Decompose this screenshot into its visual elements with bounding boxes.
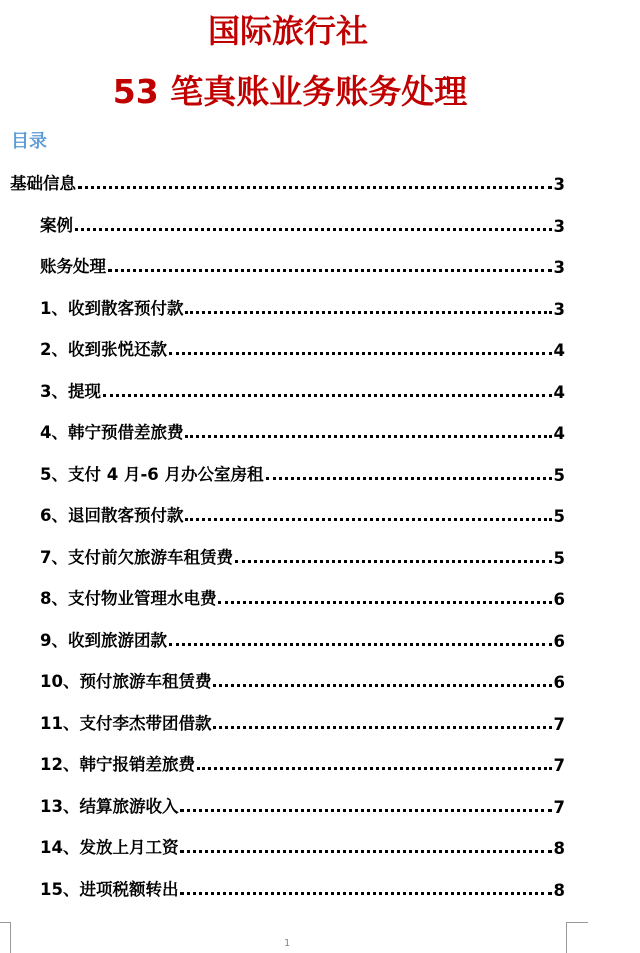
toc-leader-dots <box>78 186 552 189</box>
toc-entry[interactable] <box>40 419 565 443</box>
toc-entry-label: 4、韩宁预借差旅费 <box>40 423 184 442</box>
toc-entry-page: 3 <box>553 216 565 236</box>
toc-entry[interactable] <box>40 336 565 360</box>
toc-entry[interactable] <box>40 461 565 485</box>
toc-entry[interactable] <box>40 253 565 277</box>
toc-entry-label: 9、收到旅游团款 <box>40 630 167 650</box>
toc-entry[interactable] <box>40 751 565 775</box>
toc-entry-label: 基础信息 <box>10 174 76 193</box>
toc-entry[interactable] <box>40 378 565 402</box>
toc-leader-dots <box>213 684 551 687</box>
toc-entry[interactable] <box>40 834 565 858</box>
toc-leader-dots <box>185 311 551 314</box>
page-corner-mark-left-h <box>0 922 10 923</box>
toc-leader-dots <box>185 518 551 521</box>
toc-entry-page: 4 <box>553 382 565 402</box>
toc-entry-page: 8 <box>553 880 565 900</box>
toc-entry[interactable] <box>40 668 565 692</box>
toc-leader-dots <box>108 269 552 272</box>
toc-entry[interactable] <box>40 502 565 526</box>
toc-entry[interactable] <box>40 212 565 236</box>
toc-entry-page: 3 <box>553 175 565 194</box>
toc-entry-page: 7 <box>553 714 565 734</box>
toc-entry-page: 5 <box>553 465 565 485</box>
toc-entry[interactable] <box>40 793 565 817</box>
toc-entry-label: 13、结算旅游收入 <box>40 796 179 816</box>
toc-leader-dots <box>266 477 552 480</box>
toc-leader-dots <box>197 767 552 770</box>
toc-entry-label: 11、支付李杰带团借款 <box>40 713 212 733</box>
toc-entry[interactable] <box>40 295 565 319</box>
toc-entry[interactable] <box>40 585 565 609</box>
toc-entry-page: 3 <box>553 258 565 277</box>
toc-leader-dots <box>180 809 551 812</box>
toc-leader-dots <box>185 435 551 438</box>
toc-entry-page: 4 <box>553 424 565 443</box>
toc-entry-label: 7、支付前欠旅游车租赁费 <box>40 547 233 567</box>
toc-entry[interactable] <box>40 544 565 568</box>
page-corner-mark-right <box>566 922 567 953</box>
toc-entry-label: 12、韩宁报销差旅费 <box>40 755 195 774</box>
toc-entry-label: 10、预付旅游车租赁费 <box>40 672 212 691</box>
page-corner-mark-left <box>10 922 11 953</box>
toc-entry-page: 6 <box>553 631 565 651</box>
toc-leader-dots <box>218 601 551 604</box>
toc-leader-dots <box>169 352 552 355</box>
toc-entry-label: 14、发放上月工资 <box>40 838 179 857</box>
toc-entry-page: 3 <box>553 299 565 319</box>
toc-entry-label: 6、退回散客预付款 <box>40 506 184 525</box>
document-subtitle: 53 笔真账业务账务处理 <box>112 72 468 111</box>
toc-entry[interactable] <box>10 170 565 194</box>
toc-leader-dots <box>103 394 552 397</box>
page-number: 1 <box>284 938 291 949</box>
toc-heading: 目录 <box>11 131 47 152</box>
toc-entry[interactable] <box>40 710 565 734</box>
toc-leader-dots <box>169 643 552 646</box>
toc-leader-dots <box>75 228 552 231</box>
toc-entry-page: 5 <box>553 507 565 526</box>
toc-entry-page: 6 <box>553 590 565 609</box>
toc-entry-page: 8 <box>553 839 565 858</box>
document-title: 国际旅行社 <box>207 12 368 50</box>
toc-entry[interactable] <box>40 627 565 651</box>
toc-entry-label: 案例 <box>40 215 73 235</box>
toc-leader-dots <box>235 560 552 563</box>
toc-entry-page: 7 <box>553 756 565 775</box>
toc-entry-label: 5、支付 4 月-6 月办公室房租 <box>40 464 264 484</box>
toc-leader-dots <box>180 892 551 895</box>
toc-entry-page: 6 <box>553 673 565 692</box>
toc-entry-page: 4 <box>553 341 565 360</box>
page-corner-mark-right-h <box>566 922 588 923</box>
toc-entry-label: 3、提现 <box>40 381 101 401</box>
toc-entry-label: 2、收到张悦还款 <box>40 340 167 359</box>
toc-entry-label: 1、收到散客预付款 <box>40 298 184 318</box>
toc-entry-page: 5 <box>553 548 565 568</box>
toc-entry-label: 账务处理 <box>40 257 106 276</box>
toc-entry-label: 15、进项税额转出 <box>40 879 179 899</box>
toc-entry-page: 7 <box>553 797 565 817</box>
toc-leader-dots <box>213 726 551 729</box>
toc-entry[interactable] <box>40 876 565 900</box>
toc-leader-dots <box>180 850 551 853</box>
toc-entry-label: 8、支付物业管理水电费 <box>40 589 217 608</box>
